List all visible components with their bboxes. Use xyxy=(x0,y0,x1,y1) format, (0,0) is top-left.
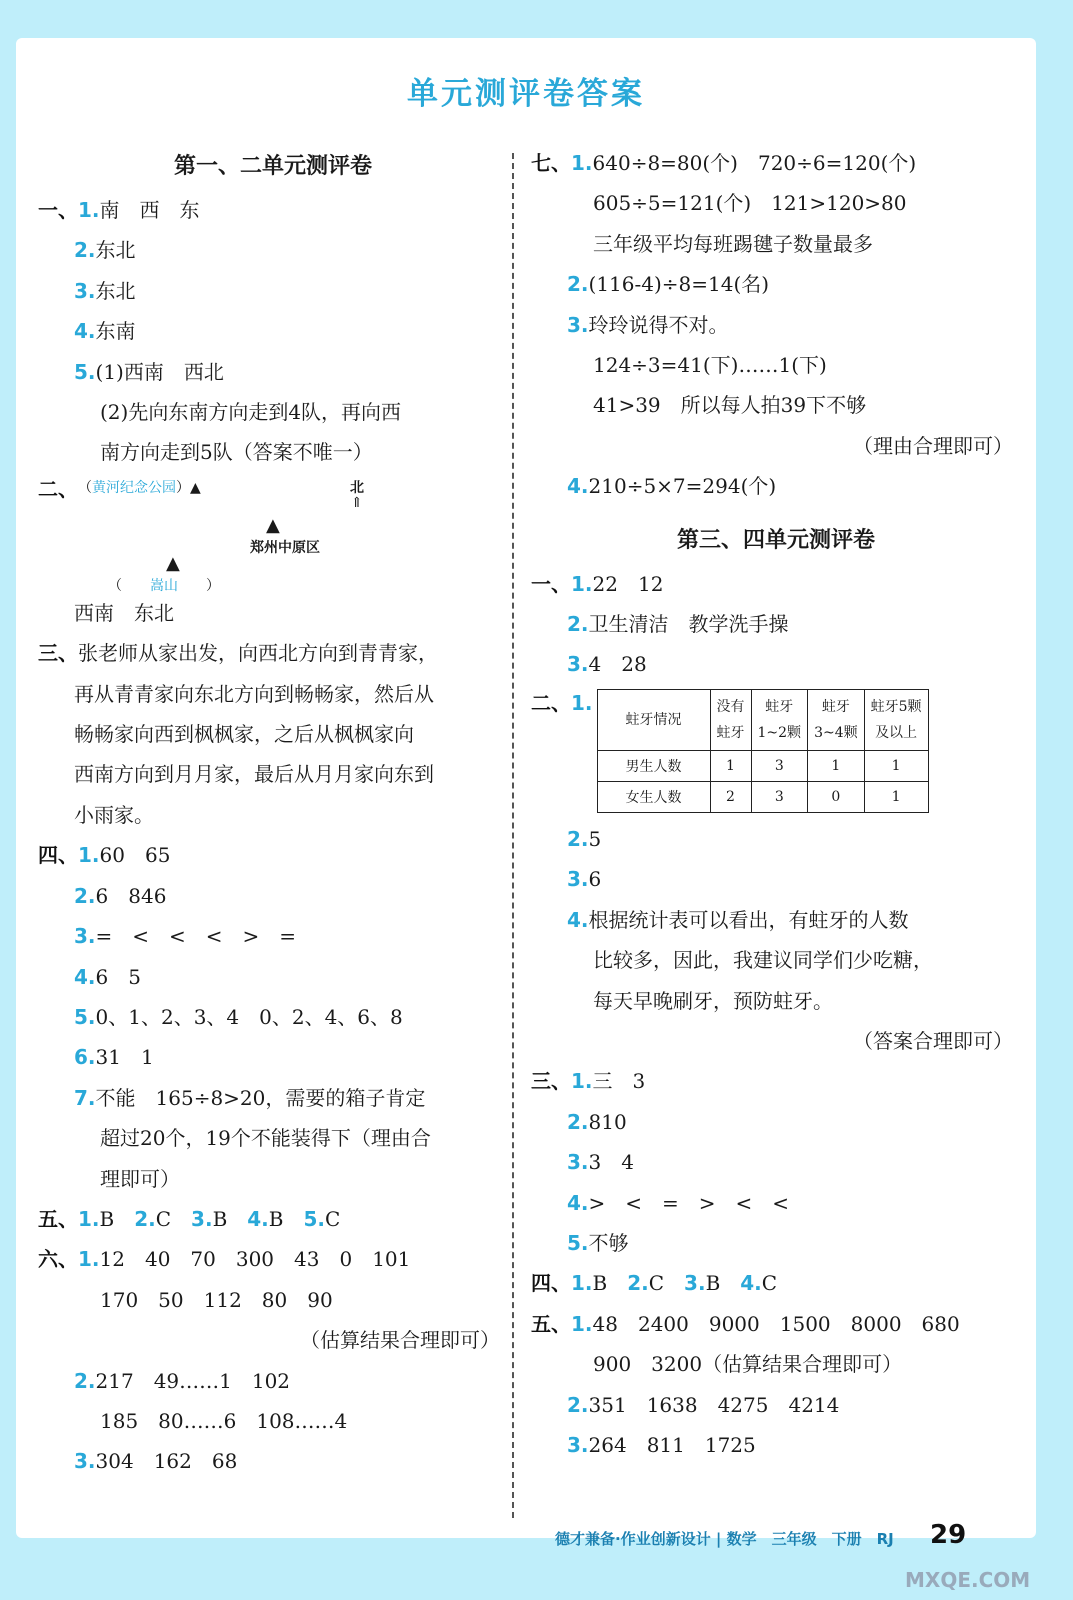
table-question-number: 1. xyxy=(571,690,593,715)
answer-line xyxy=(531,1183,1021,1223)
answer-text: 185 80……6 108……4 xyxy=(100,1408,348,1433)
question-number: 2. xyxy=(567,826,589,851)
answer-text: 605÷5=121(个) 121>120>80 xyxy=(593,191,907,216)
north-label: 北 xyxy=(350,479,364,496)
answer-text: 60 65 xyxy=(99,843,171,868)
answer-text: 3 4 xyxy=(588,1150,634,1175)
answer-line xyxy=(38,754,508,794)
north-arrow-icon: ⇑ xyxy=(351,494,363,511)
right-column xyxy=(531,143,1021,1465)
answer-text: 超过20个，19个不能装得下（理由合 xyxy=(100,1126,431,1151)
answer-line xyxy=(531,264,1021,304)
answer-line xyxy=(531,1263,1021,1303)
answer-line xyxy=(531,426,1021,466)
answer-text: 张老师从家出发，向西北方向到青青家， xyxy=(78,641,438,666)
answer-text: 不能 165÷8>20，需要的箱子肯定 xyxy=(95,1085,426,1110)
answer-text: 217 49……1 102 xyxy=(95,1368,291,1393)
answer-line xyxy=(38,271,508,311)
answer-text: (2)先向东南方向走到4队，再向西 xyxy=(100,400,402,425)
answer-text: 900 3200（估算结果合理即可） xyxy=(593,1352,903,1377)
answer-text: 西南方向到月月家，最后从月月家向东到 xyxy=(74,762,434,787)
center-label: 郑州中原区 xyxy=(250,539,320,556)
table-cell: 1 xyxy=(808,750,865,781)
answer-text: 0、1、2、3、4 0、2、4、6、8 xyxy=(95,1004,403,1029)
answer-line xyxy=(38,795,508,835)
answer-text: 不够 xyxy=(588,1230,629,1255)
answer-text: B xyxy=(99,1206,135,1231)
answer-text: 12 40 70 300 43 0 101 xyxy=(99,1247,411,1272)
question-number: 1. xyxy=(78,1206,100,1231)
answer-line xyxy=(38,1280,508,1320)
answer-text: = < < < > = xyxy=(95,924,297,949)
table-cell: 男生人数 xyxy=(597,750,710,781)
answer-text: 理即可） xyxy=(100,1166,180,1191)
answer-text: （估算结果合理即可） xyxy=(300,1328,500,1353)
watermark: MXQE.COM xyxy=(905,1568,1031,1592)
question-number: 4. xyxy=(74,319,96,344)
answer-line xyxy=(531,305,1021,345)
section-title-units-3-4: 第三、四单元测评卷 xyxy=(676,527,875,553)
answer-text: 6 5 xyxy=(95,964,141,989)
answer-text: 210÷5×7=294(个) xyxy=(588,474,777,499)
question-number: 2. xyxy=(567,1109,589,1134)
answer-line xyxy=(38,1118,508,1158)
answer-text: > < = > < < xyxy=(588,1190,790,1215)
answer-line xyxy=(38,1441,508,1481)
table-section-label: 二、 xyxy=(531,690,571,715)
answer-text: 4 28 xyxy=(588,652,647,677)
answer-line xyxy=(531,385,1021,425)
question-number: 1. xyxy=(571,151,593,175)
left-answer-lines-2 xyxy=(38,593,508,1482)
question-number: 3. xyxy=(567,1150,589,1175)
answer-line xyxy=(531,819,1021,859)
park-label: （黄河纪念公园）▲ xyxy=(78,479,201,496)
question-number: 4. xyxy=(567,1190,589,1215)
answer-text: 6 846 xyxy=(95,883,167,908)
answer-text: 640÷8=80(个) 720÷6=120(个) xyxy=(592,151,917,175)
section-title-units-1-2: 第一、二单元测评卷 xyxy=(173,154,372,179)
question-number: 4. xyxy=(740,1271,762,1296)
answer-text: 每天早晚刷牙，预防蛀牙。 xyxy=(593,988,833,1013)
answer-line xyxy=(38,230,508,270)
answer-text: C xyxy=(325,1206,341,1231)
footer-series: 德才兼备·作业创新设计 | 数学 三年级 下册 RJ xyxy=(555,1530,894,1548)
section-number: 七、 xyxy=(531,151,571,175)
question-number: 1. xyxy=(78,843,100,868)
answer-line xyxy=(531,981,1021,1021)
answer-text: 22 12 xyxy=(592,571,664,596)
page-number: 29 xyxy=(930,1520,967,1550)
answer-text: (1)西南 西北 xyxy=(95,359,224,384)
right-answer-lines-b xyxy=(531,564,1021,685)
answer-text: (116-4)÷8=14(名) xyxy=(588,272,770,297)
center-marker-icon: ▲ xyxy=(266,514,280,536)
answer-line xyxy=(531,345,1021,385)
answer-text: 东北 xyxy=(95,238,136,263)
mountain-label: （ 嵩山 ） xyxy=(108,577,220,594)
question-number: 2. xyxy=(134,1206,156,1231)
answer-line xyxy=(531,1223,1021,1263)
answer-line xyxy=(38,352,508,392)
direction-map xyxy=(38,473,508,593)
answer-line xyxy=(531,644,1021,684)
answer-line xyxy=(531,1344,1021,1384)
answer-text: 玲玲说得不对。 xyxy=(588,312,729,337)
section-number: 六、 xyxy=(38,1247,78,1272)
question-number: 7. xyxy=(74,1085,96,1110)
answer-line xyxy=(531,1021,1021,1061)
table-row xyxy=(597,750,928,781)
answer-text: 根据统计表可以看出，有蛀牙的人数 xyxy=(588,907,909,932)
answer-line xyxy=(531,564,1021,604)
answer-line xyxy=(531,604,1021,644)
question-number: 6. xyxy=(74,1045,96,1070)
answer-text: B xyxy=(592,1271,628,1296)
answer-line xyxy=(531,1102,1021,1142)
section-number: 三、 xyxy=(531,1069,571,1094)
answer-text: 810 xyxy=(588,1109,627,1134)
answer-text: 41>39 所以每人拍39下不够 xyxy=(593,393,867,418)
map-label: 二、 xyxy=(38,476,78,501)
answer-line xyxy=(531,1304,1021,1344)
answer-line xyxy=(38,916,508,956)
table-cell: 女生人数 xyxy=(597,781,710,812)
answer-text: 351 1638 4275 4214 xyxy=(588,1392,840,1417)
table-cell: 0 xyxy=(808,781,865,812)
answer-line xyxy=(38,997,508,1037)
answer-line xyxy=(531,1061,1021,1101)
answer-sheet xyxy=(16,38,1036,1538)
answer-line xyxy=(38,674,508,714)
answer-line xyxy=(38,633,508,673)
question-number: 3. xyxy=(74,278,96,303)
answer-text: （理由合理即可） xyxy=(853,433,1013,458)
answer-line xyxy=(38,1037,508,1077)
answer-line xyxy=(38,432,508,472)
question-number: 1. xyxy=(78,198,100,222)
left-answer-lines xyxy=(38,190,508,473)
table-header-cell: 蛀牙 1~2颗 xyxy=(751,689,808,750)
table-cell: 1 xyxy=(710,750,751,781)
answer-line xyxy=(531,143,1021,183)
answer-line xyxy=(531,940,1021,980)
section-number: 四、 xyxy=(531,1271,571,1296)
table-row xyxy=(597,781,928,812)
question-number: 3. xyxy=(684,1271,706,1296)
answer-line xyxy=(38,593,508,633)
section-number: 一、 xyxy=(531,571,571,596)
answer-text: 170 50 112 80 90 xyxy=(100,1287,333,1312)
answer-text: 南方向走到5队（答案不唯一） xyxy=(100,440,373,465)
answer-line xyxy=(38,1159,508,1199)
section-number: 五、 xyxy=(38,1206,78,1231)
section-number: 四、 xyxy=(38,843,78,868)
answer-line xyxy=(38,1401,508,1441)
question-number: 2. xyxy=(74,1368,96,1393)
question-number: 3. xyxy=(567,867,589,892)
question-number: 2. xyxy=(627,1271,649,1296)
section-number: 三、 xyxy=(38,641,78,666)
question-number: 3. xyxy=(567,652,589,677)
question-number: 2. xyxy=(74,238,96,263)
answer-line xyxy=(531,466,1021,506)
answer-line xyxy=(531,1142,1021,1182)
question-number: 2. xyxy=(567,612,589,637)
answer-text: B xyxy=(705,1271,741,1296)
answer-text: 304 162 68 xyxy=(95,1449,238,1474)
question-number: 1. xyxy=(571,1311,593,1336)
answer-text: 东南 xyxy=(95,319,136,344)
table-header-cell: 蛀牙5颗 及以上 xyxy=(864,689,928,750)
question-number: 1. xyxy=(571,1271,593,1296)
answer-line xyxy=(38,1239,508,1279)
answer-line xyxy=(38,835,508,875)
answer-line xyxy=(38,1199,508,1239)
answer-text: 三年级平均每班踢毽子数量最多 xyxy=(593,231,873,256)
question-number: 4. xyxy=(247,1206,269,1231)
answer-line xyxy=(38,392,508,432)
answer-line xyxy=(531,859,1021,899)
answer-line xyxy=(38,876,508,916)
answer-text: 三 3 xyxy=(592,1069,646,1094)
question-number: 1. xyxy=(571,1069,593,1094)
section-number: 五、 xyxy=(531,1311,571,1336)
answer-text: 31 1 xyxy=(95,1045,154,1070)
column-divider xyxy=(512,153,514,1518)
answer-line xyxy=(531,224,1021,264)
answer-text: 5 xyxy=(588,826,602,851)
answer-text: 卫生清洁 教学洗手操 xyxy=(588,612,789,637)
answer-line xyxy=(38,311,508,351)
table-header-cell: 蛀牙情况 xyxy=(597,689,710,750)
question-number: 4. xyxy=(567,907,589,932)
question-number: 3. xyxy=(567,1432,589,1457)
answer-line xyxy=(531,900,1021,940)
question-number: 1. xyxy=(78,1247,100,1272)
right-answer-lines-c xyxy=(531,819,1021,1466)
question-number: 5. xyxy=(303,1206,325,1231)
answer-text: 畅畅家向西到枫枫家，之后从枫枫家向 xyxy=(74,722,414,747)
question-number: 5. xyxy=(74,359,96,384)
mountain-marker-icon: ▲ xyxy=(166,552,180,574)
answer-text: 48 2400 9000 1500 8000 680 xyxy=(592,1311,960,1336)
question-number: 3. xyxy=(567,312,589,337)
answer-text: 再从青青家向东北方向到畅畅家，然后从 xyxy=(74,681,434,706)
table-cell: 3 xyxy=(751,781,808,812)
answer-text: （答案合理即可） xyxy=(853,1028,1013,1053)
answer-text: 264 811 1725 xyxy=(588,1432,756,1457)
question-number: 2. xyxy=(567,272,589,297)
answer-text: C xyxy=(761,1271,778,1296)
question-number: 3. xyxy=(191,1206,213,1231)
question-number: 5. xyxy=(74,1004,96,1029)
answer-text: 6 xyxy=(588,867,602,892)
tooth-decay-table xyxy=(597,689,929,813)
question-number: 3. xyxy=(74,1449,96,1474)
table-header-cell: 蛀牙 3~4颗 xyxy=(808,689,865,750)
answer-text: 西南 东北 xyxy=(74,600,174,625)
answer-text: B xyxy=(268,1206,304,1231)
left-column xyxy=(38,143,508,1482)
answer-text: 比较多，因此，我建议同学们少吃糖， xyxy=(593,948,933,973)
question-number: 2. xyxy=(567,1392,589,1417)
answer-line xyxy=(38,1320,508,1360)
answer-line xyxy=(531,183,1021,223)
answer-line xyxy=(38,714,508,754)
answer-line xyxy=(531,1385,1021,1425)
table-cell: 1 xyxy=(864,750,928,781)
table-header-cell: 没有 蛀牙 xyxy=(710,689,751,750)
answer-line xyxy=(38,957,508,997)
table-cell: 1 xyxy=(864,781,928,812)
section-number: 一、 xyxy=(38,198,78,222)
answer-line xyxy=(38,1078,508,1118)
answer-line xyxy=(531,1425,1021,1465)
question-number: 2. xyxy=(74,883,96,908)
question-number: 4. xyxy=(567,474,589,499)
question-number: 5. xyxy=(567,1230,589,1255)
answer-text: 124÷3=41(下)……1(下) xyxy=(593,353,827,378)
answer-text: C xyxy=(648,1271,685,1296)
answer-line xyxy=(38,1361,508,1401)
answer-line xyxy=(38,190,508,230)
answer-text: 南 西 东 xyxy=(99,198,200,222)
table-cell: 2 xyxy=(710,781,751,812)
answer-text: 东北 xyxy=(95,278,136,303)
right-answer-lines xyxy=(531,143,1021,507)
answer-text: 小雨家。 xyxy=(74,802,154,827)
page-title: 单元测评卷答案 xyxy=(407,76,645,112)
table-question xyxy=(531,689,1021,813)
table-cell: 3 xyxy=(751,750,808,781)
answer-text: B xyxy=(212,1206,248,1231)
question-number: 4. xyxy=(74,964,96,989)
answer-text: C xyxy=(155,1206,192,1231)
question-number: 3. xyxy=(74,924,96,949)
question-number: 1. xyxy=(571,571,593,596)
